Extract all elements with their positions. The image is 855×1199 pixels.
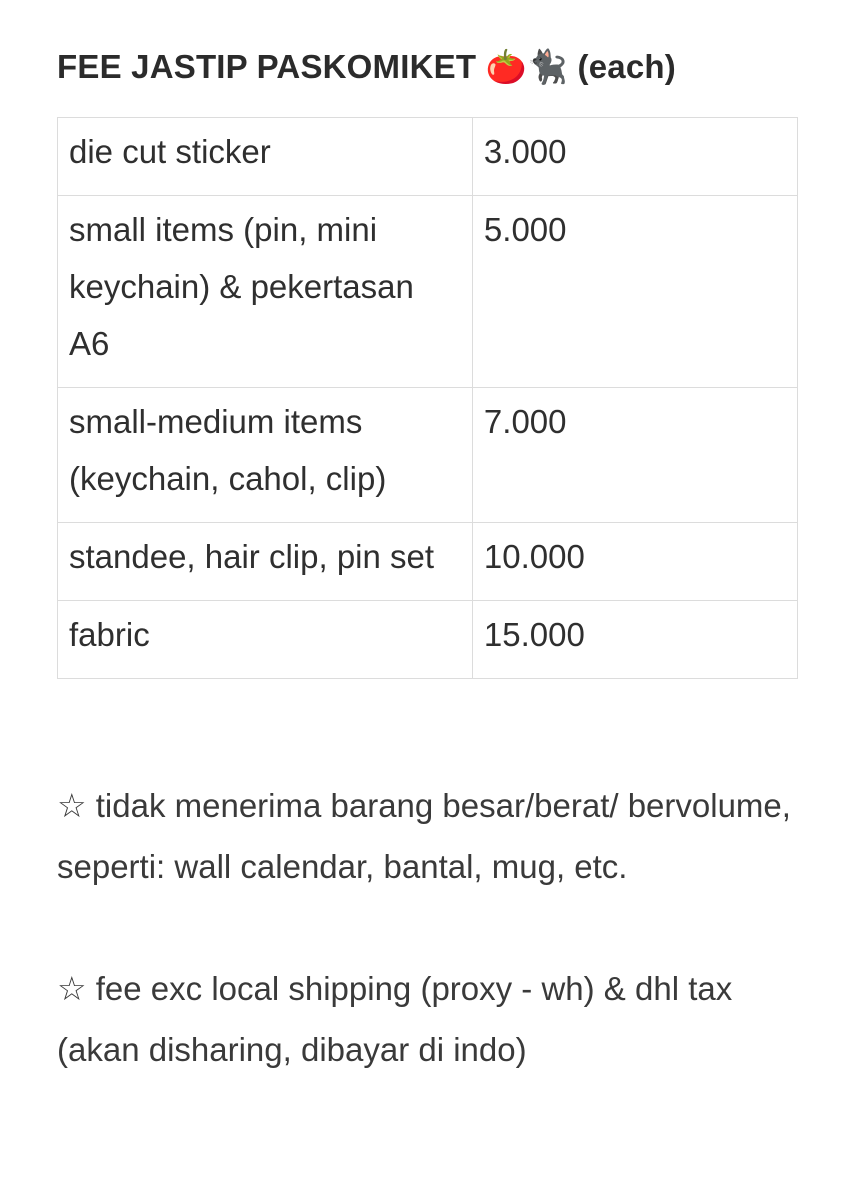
table-row xyxy=(58,601,798,679)
item-cell: small items (pin, mini keychain) & pekertasan A6 xyxy=(58,196,473,388)
table-row xyxy=(58,523,798,601)
table-row xyxy=(58,196,798,388)
price-cell: 15.000 xyxy=(472,601,797,679)
page-title: FEE JASTIP PASKOMIKET 🍅🐈‍⬛ (each) xyxy=(57,48,676,85)
item-cell: fabric xyxy=(58,601,473,679)
note-shipping-tax: ☆ fee exc local shipping (proxy - wh) & dhl tax (akan disharing, dibayar di indo) xyxy=(57,970,733,1068)
notes-section xyxy=(57,775,817,1080)
table-row xyxy=(58,388,798,523)
fee-table xyxy=(57,117,798,679)
price-cell: 7.000 xyxy=(472,388,797,523)
price-cell: 10.000 xyxy=(472,523,797,601)
note-no-bulky-items: ☆ tidak menerima barang besar/berat/ bervolume, seperti: wall calendar, bantal, mug, etc. xyxy=(57,787,791,885)
item-cell: standee, hair clip, pin set xyxy=(58,523,473,601)
item-cell: die cut sticker xyxy=(58,118,473,196)
price-cell: 5.000 xyxy=(472,196,797,388)
item-cell: small-medium items (keychain, cahol, clip) xyxy=(58,388,473,523)
table-row xyxy=(58,118,798,196)
price-cell: 3.000 xyxy=(472,118,797,196)
